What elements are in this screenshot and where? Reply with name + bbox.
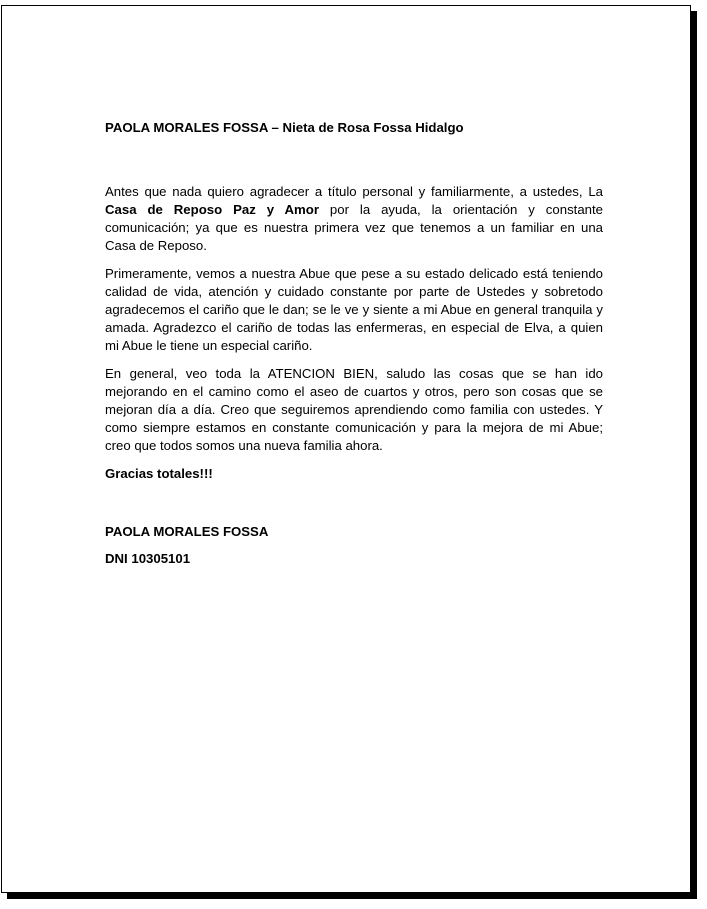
paragraph-1-start: Antes que nada quiero agradecer a título personal y familiarmente, a ustedes, La [105,184,603,199]
document-page [1,5,691,893]
paragraph-1-end: por la ayuda, la orientación y constante comunicación; ya que es nuestra primera vez que tenemos a un familiar en una Casa de Reposo. [105,202,603,253]
signature-dni: DNI 10305101 [105,551,191,566]
letter-heading: PAOLA MORALES FOSSA – Nieta de Rosa Fossa Hidalgo [105,120,464,135]
paragraph-3: En general, veo toda la ATENCION BIEN, saludo las cosas que se han ido mejorando en el camino como el aseo de cuartos y otros, pero son cosas que se mejoran día a día. Creo que seguiremos aprendiendo como familia con ustedes. Y como siempre estamos en constante comunicación y para la mejora de mi Abue; creo que todos somos una nueva familia ahora. [105,366,603,453]
paragraph-1 [105,183,603,255]
closing-thanks: Gracias totales!!! [105,466,213,481]
residence-name: Casa de Reposo Paz y Amor [105,202,319,217]
signature-name: PAOLA MORALES FOSSA [105,524,269,539]
paragraph-2: Primeramente, vemos a nuestra Abue que pese a su estado delicado está teniendo calidad de vida, atención y cuidado constante por parte de Ustedes y sobretodo agradecemos el cariño que le dan; se le ve y siente a mi Abue en general tranquila y amada. Agradezco el cariño de todas las enfermeras, en especial de Elva, a quien mi Abue le tiene un especial cariño. [105,266,603,353]
letter-body [105,119,603,568]
